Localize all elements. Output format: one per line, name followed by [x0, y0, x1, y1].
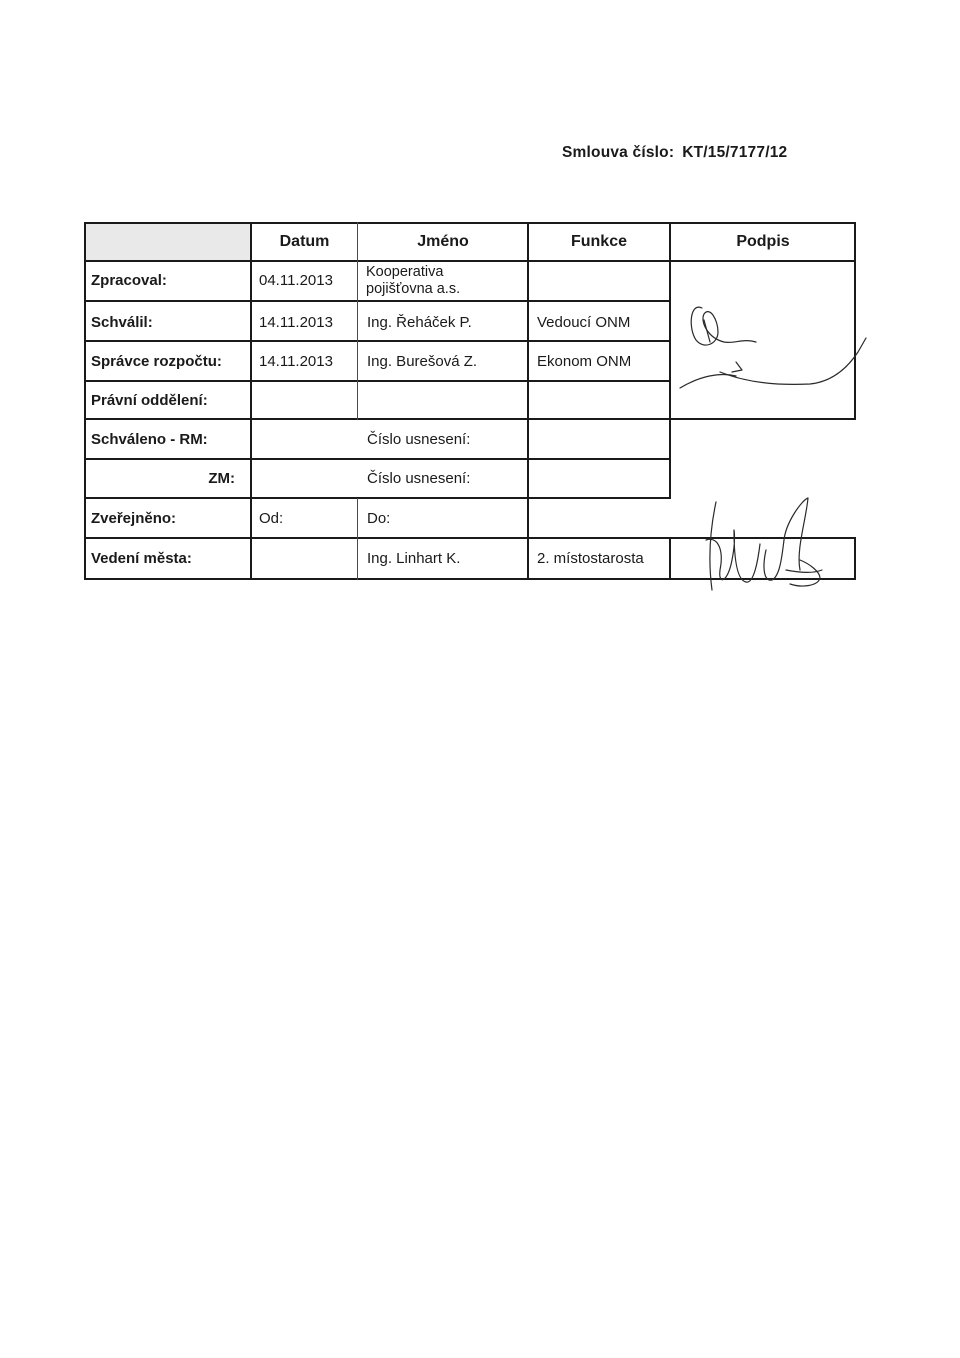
zm-resolution-label: Číslo usnesení: [367, 470, 471, 487]
table-border-left [84, 222, 86, 580]
table-border-top [84, 222, 856, 224]
rule-row5 [84, 458, 670, 460]
schvalil-name: Ing. Řeháček P. [367, 313, 472, 331]
col-rule-4-bottom [669, 537, 671, 580]
col-rule-2-bottom [357, 498, 358, 580]
spravce-name: Ing. Burešová Z. [367, 353, 478, 370]
zpracoval-name-line2: pojišťovna a.s. [366, 281, 461, 297]
spravce-date: 14.11.2013 [259, 353, 333, 370]
table-border-right-bottom [854, 537, 856, 580]
contract-number-heading [562, 144, 787, 162]
signature-schvalil [660, 280, 880, 390]
header-date: Datum [279, 232, 330, 250]
row-label-zm: ZM: [208, 470, 235, 487]
header-name: Jméno [417, 232, 469, 250]
row-label-zpracoval: Zpracoval: [91, 272, 167, 289]
signature-vedeni [690, 490, 840, 610]
row-label-schvaleno-rm: Schváleno - RM: [91, 431, 208, 448]
zpracoval-name-line1: Kooperativa [366, 264, 444, 280]
rm-resolution-label: Číslo usnesení: [367, 431, 471, 448]
header-function: Funkce [570, 232, 627, 250]
row-label-vedeni-mesta: Vedení města: [91, 550, 192, 567]
contract-number: KT/15/7177/12 [682, 144, 788, 161]
zverejneno-to-label: Do: [367, 510, 391, 527]
rule-header [84, 260, 856, 262]
row-label-spravce-rozpoctu: Správce rozpočtu: [91, 353, 222, 370]
rule-row2 [84, 340, 670, 342]
zpracoval-name [366, 263, 528, 299]
schvalil-date: 14.11.2013 [259, 313, 333, 331]
rule-row4 [84, 418, 856, 420]
contract-label: Smlouva číslo: [562, 144, 675, 161]
row-label-pravni-oddeleni: Právní oddělení: [91, 392, 208, 409]
col-rule-2-top [357, 222, 358, 420]
col-rule-1 [250, 222, 252, 580]
vedeni-function: 2. místostarosta [537, 550, 644, 567]
zpracoval-date: 04.11.2013 [259, 272, 333, 289]
vedeni-name: Ing. Linhart K. [367, 550, 461, 567]
rule-row3 [84, 380, 670, 382]
schvalil-function: Vedoucí ONM [537, 313, 631, 331]
spravce-function: Ekonom ONM [537, 353, 632, 370]
col-rule-3 [527, 222, 529, 580]
header-corner-cell [84, 222, 251, 261]
header-signature: Podpis [736, 232, 790, 250]
row-label-schvalil: Schválil: [91, 313, 153, 331]
rule-row6 [84, 497, 670, 499]
row-label-zverejneno: Zveřejněno: [91, 510, 177, 527]
zverejneno-from-label: Od: [259, 510, 284, 527]
rule-row1 [84, 300, 670, 302]
